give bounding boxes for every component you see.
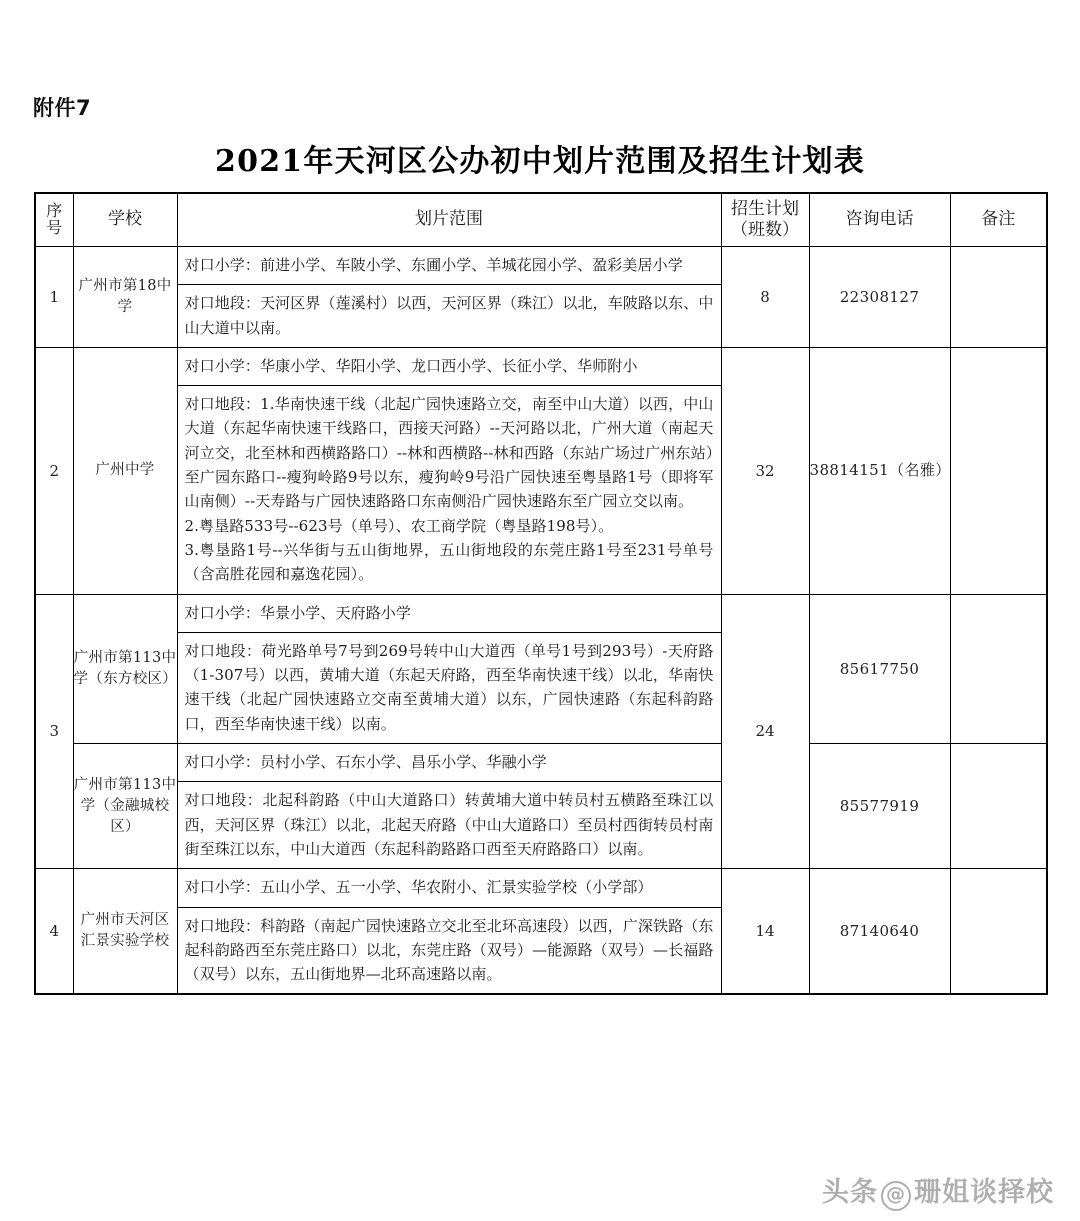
watermark xyxy=(822,1170,1054,1211)
cell-phone: 85577919 xyxy=(809,744,950,869)
column-header-plan-line1: 招生计划 xyxy=(731,198,799,219)
column-header-school: 学校 xyxy=(73,193,177,247)
range-paragraph: 对口小学：华景小学、天府路小学 xyxy=(184,603,412,622)
watermark-at-icon: @ xyxy=(881,1181,911,1211)
column-header-plan-line2: （班数） xyxy=(731,220,799,240)
range-block xyxy=(178,247,721,285)
range-block-row xyxy=(178,247,721,285)
range-paragraph: 2.粤垦路533号--623号（单号）、农工商学院（粤垦路198号）。 xyxy=(184,516,614,535)
cell-note xyxy=(950,594,1047,743)
cell-school-name: 广州市第113中学（东方校区） xyxy=(73,594,177,743)
table-header-row xyxy=(35,193,1047,247)
range-block-row xyxy=(178,782,721,868)
cell-school-name: 广州市天河区汇景实验学校 xyxy=(73,869,177,995)
cell-phone: 38814151（名雅） xyxy=(809,347,950,594)
cell-range xyxy=(177,869,721,995)
page-title: 2021年天河区公办初中划片范围及招生计划表 xyxy=(215,144,865,179)
range-block-row xyxy=(178,348,721,386)
range-paragraph: 对口小学：五山小学、五一小学、华农附小、汇景实验学校（小学部） xyxy=(184,878,653,897)
column-header-seq-line2: 号 xyxy=(46,218,63,237)
range-block-row xyxy=(178,386,721,594)
cell-seq: 2 xyxy=(35,347,73,594)
cell-seq: 3 xyxy=(35,594,73,869)
range-paragraph: 对口小学：前进小学、车陂小学、东圃小学、羊城花园小学、盈彩美居小学 xyxy=(184,256,683,274)
schools-table-wrap xyxy=(34,192,1046,995)
range-paragraph: 对口地段：科韵路（南起广园快速路立交北至北环高速段）以西，广深铁路（东起科韵路西至东莞庄路口）以北，东莞庄路（双号）—能源路（双号）—长福路（双号）以东，五山街地界—北环高速路以南。 xyxy=(184,916,714,984)
range-block-table xyxy=(178,869,721,993)
range-block xyxy=(178,782,721,868)
range-block xyxy=(178,869,721,907)
cell-enrollment-plan: 24 xyxy=(721,594,809,869)
range-block-row xyxy=(178,907,721,993)
column-header-seq xyxy=(35,193,73,247)
cell-note xyxy=(950,247,1047,348)
range-block-row xyxy=(178,595,721,633)
range-paragraph: 对口地段：荷光路单号7号到269号转中山大道西（单号1号到293号）-天府路（1-307号）以西，黄埔大道（东起天府路，西至华南快速干线）以北，华南快速干线（北起广园快速路立交南至黄埔大道）以东，广园快速路（东起科韵路口，西至华南快速干线）以南。 xyxy=(184,641,714,733)
range-paragraph: 对口地段：北起科韵路（中山大道路口）转黄埔大道中转员村五横路至珠江以西，天河区界（珠江）以北，北起天府路（中山大道路口）至员村西街转员村南街至珠江以东，中山大道西（东起科韵路路口西至天府路路口）以南。 xyxy=(184,791,714,858)
cell-enrollment-plan: 14 xyxy=(721,869,809,995)
cell-note xyxy=(950,869,1047,995)
cell-range xyxy=(177,247,721,348)
table-row xyxy=(35,347,1047,594)
cell-seq: 4 xyxy=(35,869,73,995)
cell-seq: 1 xyxy=(35,247,73,348)
cell-school-name: 广州市第113中学（金融城校区） xyxy=(73,744,177,869)
cell-range xyxy=(177,347,721,594)
range-block xyxy=(178,285,721,347)
column-header-range: 划片范围 xyxy=(177,193,721,247)
table-row xyxy=(35,247,1047,348)
watermark-prefix: 头条 xyxy=(822,1177,878,1208)
range-block xyxy=(178,744,721,782)
cell-enrollment-plan: 8 xyxy=(721,247,809,348)
cell-range xyxy=(177,594,721,743)
cell-note xyxy=(950,744,1047,869)
column-header-tel: 咨询电话 xyxy=(809,193,950,247)
watermark-handle: 珊姐谈择校 xyxy=(914,1177,1054,1208)
range-block xyxy=(178,386,721,594)
schools-table xyxy=(34,192,1048,995)
range-paragraph: 对口小学：华康小学、华阳小学、龙口西小学、长征小学、华师附小 xyxy=(184,356,638,375)
cell-phone: 87140640 xyxy=(809,869,950,995)
table-body xyxy=(35,247,1047,995)
cell-note xyxy=(950,347,1047,594)
range-block xyxy=(178,348,721,386)
cell-range xyxy=(177,744,721,869)
range-paragraph: 对口地段：1.华南快速干线（北起广园快速路立交，南至中山大道）以西，中山大道（东起华南快速干线路口，西接天河路）--天河路以北，广州大道（南起天河立交，北至林和西横路路口）--林和西横路--林和西路（东站广场过广州东站）至广园东路口--瘦狗岭路9号以东，瘦狗岭9号沿广园快速至粤垦路1号（即将军山南侧）--天寿路与广园快速路路口东南侧沿广园快速路东至广园立交以南。 xyxy=(184,395,714,511)
table-row xyxy=(35,869,1047,995)
cell-school-name: 广州中学 xyxy=(73,347,177,594)
range-block xyxy=(178,595,721,633)
column-header-note: 备注 xyxy=(950,193,1047,247)
range-paragraph: 对口小学：员村小学、石东小学、昌乐小学、华融小学 xyxy=(184,753,547,772)
cell-enrollment-plan: 32 xyxy=(721,347,809,594)
range-paragraph: 3.粤垦路1号--兴华街与五山街地界，五山街地段的东莞庄路1号至231号单号（含高胜花园和嘉逸花园）。 xyxy=(184,540,714,584)
range-block-row xyxy=(178,869,721,907)
range-block-row xyxy=(178,744,721,782)
range-block-table xyxy=(178,595,721,743)
cell-phone: 85617750 xyxy=(809,594,950,743)
range-block-row xyxy=(178,632,721,743)
table-row xyxy=(35,744,1047,869)
range-block-row xyxy=(178,285,721,347)
range-paragraph: 对口地段：天河区界（莲溪村）以西，天河区界（珠江）以北，车陂路以东、中山大道中以南。 xyxy=(184,294,714,337)
column-header-seq-line1: 序 xyxy=(46,201,63,221)
cell-school-name: 广州市第18中学 xyxy=(73,247,177,348)
range-block-table xyxy=(178,348,721,594)
table-row xyxy=(35,594,1047,743)
range-block-table xyxy=(178,247,721,347)
range-block-table xyxy=(178,744,721,868)
range-block xyxy=(178,907,721,993)
column-header-plan xyxy=(721,193,809,247)
attachment-label: 附件7 xyxy=(33,96,92,120)
cell-phone: 22308127 xyxy=(809,247,950,348)
range-block xyxy=(178,632,721,743)
